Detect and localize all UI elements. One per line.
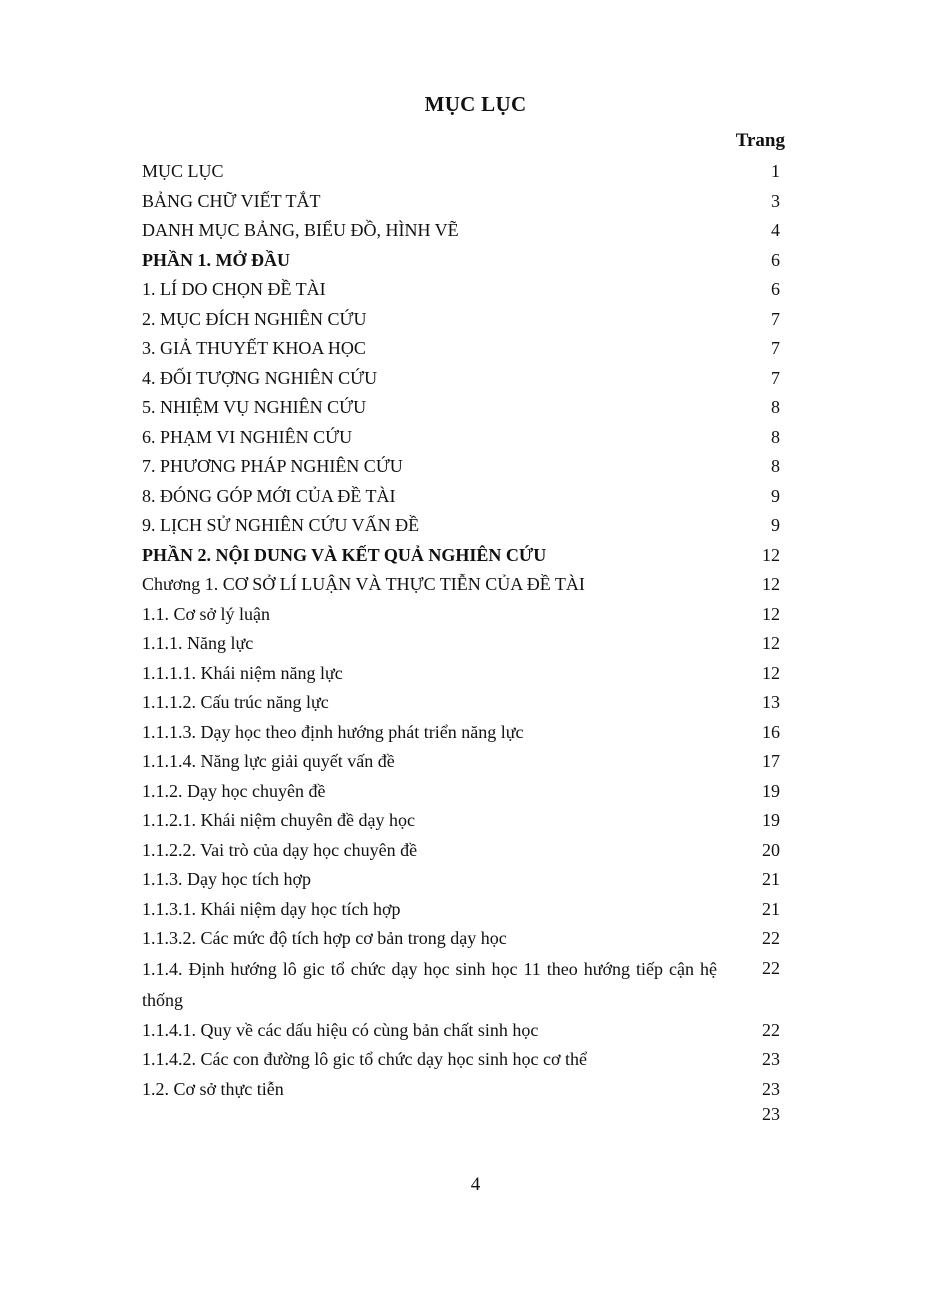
toc-entry-label: 8. ĐÓNG GÓP MỚI CỦA ĐỀ TÀI [142,485,396,506]
toc-entry-label: 1.1.2. Dạy học chuyên đề [142,780,326,801]
toc-entry [142,600,782,630]
toc-entry-page: 16 [762,721,780,742]
toc-entry-page: 23 [762,1078,780,1099]
toc-entry-label: 1.1.3.2. Các mức độ tích hợp cơ bản trong dạy học [142,928,507,948]
toc-entry-page: 12 [762,603,780,624]
toc-entry-label: 1.1.2.2. Vai trò của dạy học chuyên đề [142,839,418,860]
toc-entry [142,836,782,866]
toc-entry-label: 2. MỤC ĐÍCH NGHIÊN CỨU [142,308,367,329]
toc-entry [142,1075,782,1105]
toc-entry [142,1045,782,1075]
toc-entry [142,275,782,305]
toc-entry-page: 7 [771,308,780,329]
toc-entry [142,482,782,512]
toc-entry-page: 21 [762,869,780,889]
toc-entry-page: 3 [771,190,780,211]
toc-entry-page: 13 [762,692,780,712]
toc-entry [142,305,782,335]
toc-entry-label: PHẦN 1. MỞ ĐẦU [142,249,290,270]
toc-entry-page: 17 [762,751,780,771]
toc-entry-page: 12 [762,544,780,565]
toc-entry-page: 8 [771,397,780,417]
toc-entry [142,865,782,895]
toc-entry [142,954,782,1016]
toc-entry [142,246,782,276]
toc-entry-page: 9 [771,485,780,506]
toc-entry-page: 19 [762,810,780,830]
toc-entry-page: 12 [762,574,780,594]
toc-entry-page: 12 [762,633,780,653]
toc-entry [142,895,782,925]
toc-entry-label: 1.1.3.1. Khái niệm dạy học tích hợp [142,898,401,919]
toc-entry-label: PHẦN 2. NỘI DUNG VÀ KẾT QUẢ NGHIÊN CỨU [142,544,547,565]
toc-entry-label: 1.1.1.1. Khái niệm năng lực [142,662,343,683]
toc-entry-label: 4. ĐỐI TƯỢNG NGHIÊN CỨU [142,367,378,388]
toc-entry-label: 1.1.1.2. Cấu trúc năng lực [142,692,329,712]
toc-entry [142,806,782,836]
toc-entry-page: 8 [771,426,780,447]
toc-entry-page: 20 [762,839,780,860]
toc-entry-label: 7. PHƯƠNG PHÁP NGHIÊN CỨU [142,456,403,476]
toc-entry-page: 6 [771,249,780,270]
toc-entry-label: MỤC LỤC [142,161,224,181]
toc-entry-label: BẢNG CHỮ VIẾT TẮT [142,190,321,211]
toc-entry-page: 22 [762,957,780,978]
toc-entry-page: 7 [771,338,780,358]
toc-entry-label: 1.1.1.3. Dạy học theo định hướng phát triển năng lực [142,721,524,742]
toc-entry [142,216,782,246]
toc-entry-label: 1.1.2.1. Khái niệm chuyên đề dạy học [142,810,415,830]
toc-entry-label: 1.2. Cơ sở thực tiễn [142,1078,284,1099]
toc-entry-page: 23 [762,1104,780,1124]
toc-entry [142,777,782,807]
toc-entry-page: 6 [771,279,780,299]
toc-entry [142,629,782,659]
toc-entry-label: 1.1.3. Dạy học tích hợp [142,869,311,889]
toc-entry-label: 1.1.4. Định hướng lô gic tổ chức dạy học sinh học 11 theo hướng tiếp cận hệ thống [142,958,717,1010]
toc-entry [142,924,782,954]
toc-entry-page: 12 [762,662,780,683]
toc-title: MỤC LỤC [424,92,527,116]
toc-entry-label: 1.1.1. Năng lực [142,633,254,653]
toc-entry [142,511,782,541]
toc-entry [142,688,782,718]
toc-entry [142,364,782,394]
toc-entry-label: DANH MỤC BẢNG, BIỂU ĐỒ, HÌNH VẼ [142,220,459,240]
toc-entry-page: 7 [771,367,780,388]
toc-entry [142,423,782,453]
toc-entry-label: 3. GIẢ THUYẾT KHOA HỌC [142,338,366,358]
toc-entry-label: 1.1. Cơ sở lý luận [142,603,271,624]
toc-entry-label: 1. LÍ DO CHỌN ĐỀ TÀI [142,279,326,299]
toc-entry [142,747,782,777]
toc-entry [142,452,782,482]
toc-entry [142,393,782,423]
table-of-contents [142,157,782,1124]
toc-entry [142,187,782,217]
toc-entry-label: 1.1.4.1. Quy về các dấu hiệu có cùng bản chất sinh học [142,1019,539,1040]
toc-entry-page: 22 [762,928,780,948]
toc-entry-page: 19 [762,780,780,801]
toc-entry-label: Chương 1. CƠ SỞ LÍ LUẬN VÀ THỰC TIỄN CỦA ĐỀ TÀI [142,574,585,594]
toc-entry-label: 1.1.1.4. Năng lực giải quyết vấn đề [142,751,395,771]
toc-entry-page: 22 [762,1019,780,1040]
toc-entry-page: 9 [771,515,780,535]
toc-entry [142,570,782,600]
toc-entry-page: 8 [771,456,780,476]
toc-entry-label: 5. NHIỆM VỤ NGHIÊN CỨU [142,397,367,417]
page-column-header: Trang [735,130,785,151]
toc-entry-label: 6. PHẠM VI NGHIÊN CỨU [142,426,353,447]
toc-entry-page: 23 [762,1049,780,1069]
toc-entry-page: 21 [762,898,780,919]
toc-entry-label: 1.1.4.2. Các con đường lô gic tổ chức dạy học sinh học cơ thể [142,1049,587,1069]
toc-entry-page: 1 [771,161,780,181]
toc-entry [142,157,782,187]
toc-entry-label: 9. LỊCH SỬ NGHIÊN CỨU VẤN ĐỀ [142,515,420,535]
toc-entry-page: 4 [771,220,780,240]
toc-entry [142,718,782,748]
toc-entry [142,659,782,689]
toc-entry [142,1016,782,1046]
toc-entry [142,334,782,364]
toc-entry [142,541,782,571]
page-number: 4 [470,1174,481,1195]
